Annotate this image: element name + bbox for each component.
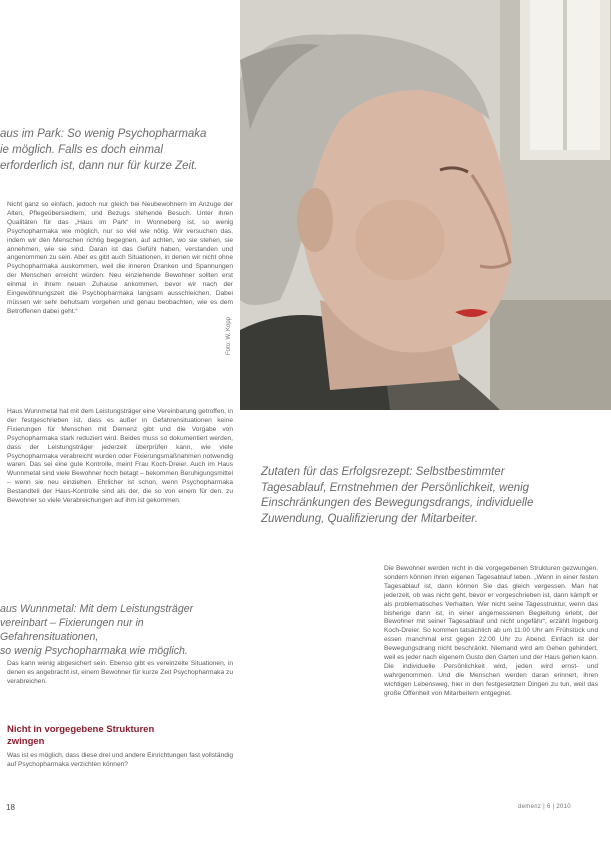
portrait-photo	[240, 0, 611, 410]
body-text-left-bottom: Das kann wenig abgesichert sein. Ebenso gibt es vereinzelte Situationen, in denen es angebracht ist, einem Bewohner für kurze Zeit Psychopharmaka zu verabreichen.	[7, 660, 233, 685]
lead-quote-top: aus im Park: So wenig Psychopharmaka ie möglich. Falls es doch einmal erforderlich ist, dann nur für kurze Zeit.	[0, 128, 207, 172]
body-text-right: Die Bewohner werden nicht in die vorgegebenen Strukturen gezwungen, sondern können ihren eigenen Tagesablauf leben. „Wenn in einer festen Tagesablauf ist, dann können Sie das gleich vergessen. Man hat jederzeit, ob was nicht geht, bevor er vorgeschrieben ist, dann kämpft er als problematisches Verhalten. Wer nicht seine Tagesstruktur, wenn das bisherige dann ist, in einer angemessenen Begleitung erlebt, der Bewohner mit seiner Tagesablauf und nicht ungefähr“, erzählt Ingeborg Koch-Dreier. So kommen tatsächlich ab um 11:00 Uhr am Frühstück und essen manchmal erst gegen 22:00 Uhr zu Abend. Einfach ist der Bewegungsdrang nicht beschränkt. Niemand wird am Gehen gehindert, weil es jeder nach eigenem Gusto den Garten und der Haus gehen kann. Die individuelle Persönlichkeit wird, jeden wird ernst- und wahrgenommen. Und die Menschen werden daran erinnert, ihren wichtigen Lebensweg, hier in den festgesetzten Dingen zu tun, weil das große Offenheit von Mitarbeitern entgegnet.	[384, 565, 598, 697]
body-text-left-mid: Haus Wunnmetal hat mit dem Leistungsträger eine Vereinbarung getroffen, in der festgeschrieben ist, dass es außer in Gefahrensituationen keine Fixierungen für Menschen mit Demenz gibt und die Vorgabe von Psychopharmaka stark reduziert wird. Beides muss so dokumentiert werden, dass der Leistungsträger jederzeit überprüfen kann, wie viele Psychopharmaka verabreicht wurden oder Fixierungsmaßnahmen notwendig waren. Das sei eine gute Kontrolle, meint Frau Koch-Dreier. Auch im Haus Wunnmetal sind viele Bewohner hoch betagt – bekommen Beruhigungsmittel – wenn sie neu einziehen. Ehrlicher ist schon, wenn Psychopharmaka Bestandteil der Haus-Kontrolle sind als der, die so von einem für den, zu Bewohner so viele Verabreichungen auf ihm ist gekommen.	[7, 408, 233, 505]
photo-caption: Zutaten für das Erfolgsrezept: Selbstbestimmter Tagesablauf, Ernstnehmen der Persönlichkeit, wenig Einschränkungen des Bewegungsdrangs, individuelle Zuwendung, Qualifizierung der Mitarbeiter.	[261, 466, 534, 525]
pull-quote-left: aus Wunnmetal: Mit dem Leistungsträger vereinbart – Fixierungen nur in Gefahrensituationen, so wenig Psychopharmaka wie möglich.	[0, 603, 194, 657]
magazine-footer: demenz | 6 | 2010	[518, 804, 571, 810]
portrait-illustration	[240, 0, 611, 410]
body-text-left-end: Was ist es möglich, dass diese drei und andere Einrichtungen fast vollständig auf Psychopharmaka verzichten können?	[7, 752, 233, 768]
body-text-left-top: Nicht ganz so einfach, jedoch nur gleich bei Neubewohnern im Anzuge der Alten, Pflegeübersiedlern, und Bezugs stehende Besuch. Unter ihren Qualitäten für das „Haus im Park“ in Wonneberg ist, so wenig Psychopharmaka wie möglich, nur so viel wie nötig. Wir versuchen das, indem wir den Menschen richtig begegnen, auf achten, wo sie stehen, sie annehmen, wie sie sind. Daran ist das Gefühl haben, verstanden und angenommen zu sein. Aber es gibt auch Situationen, in denen wir nicht ohne Psychopharmaka auskommen, weil die inneren Dranken und Spannungen der Menschen erreicht würden. Neu einziehende Bewohner sollten erst einmal in ihrem neuen Zuhause ankommen, bevor wir nach der Eingewöhnungszeit die Psychopharmaka langsam ausschleichen. Dabei müssen wir sehr behutsam vorgehen und genau beobachten, wie es dem Betroffenen dabei geht.“	[7, 201, 233, 315]
photo-credit: Foto: W. Kopp	[226, 316, 232, 355]
page-number: 18	[6, 803, 15, 812]
section-subheading: Nicht in vorgegebene Strukturen zwingen	[7, 724, 155, 747]
